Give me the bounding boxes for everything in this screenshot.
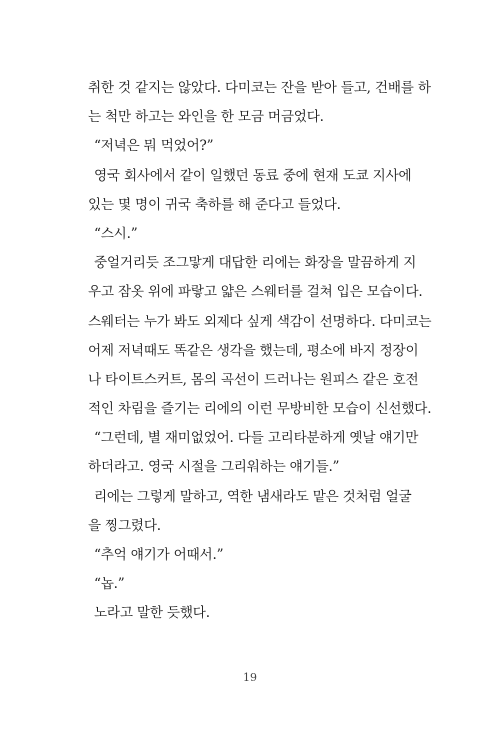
text-line: 중얼거리듯 조그맣게 대답한 리에는 화장을 말끔하게 지 bbox=[94, 255, 417, 272]
text-line: 는 척만 하고는 와인을 한 모금 머금었다. bbox=[88, 109, 324, 126]
text-line: 취한 것 같지는 않았다. 다미코는 잔을 받아 들고, 건배를 하 bbox=[88, 80, 431, 96]
text-line: 어제 저녁때도 똑같은 생각을 했는데, 평소에 바지 정장이 bbox=[88, 342, 419, 359]
text-line: 나 타이트스커트, 몸의 곡선이 드러나는 원피스 같은 호전 bbox=[88, 371, 419, 388]
dialogue-line: “저녁은 뭐 먹었어?” bbox=[94, 138, 214, 155]
text-line: 노라고 말한 듯했다. bbox=[94, 605, 210, 622]
text-line: 우고 잠옷 위에 파랗고 얇은 스웨터를 걸쳐 입은 모습이다. bbox=[88, 284, 423, 301]
dialogue-line: “추억 얘기가 어때서.” bbox=[94, 547, 224, 563]
dialogue-line: “그런데, 별 재미없었어. 다들 고리타분하게 옛날 얘기만 bbox=[94, 430, 419, 447]
text-line: 리에는 그렇게 말하고, 역한 냄새라도 맡은 것처럼 얼굴 bbox=[94, 488, 412, 505]
page-number: 19 bbox=[243, 671, 257, 684]
dialogue-line: “스시.” bbox=[94, 225, 138, 242]
body-text bbox=[88, 74, 434, 629]
text-line: 영국 회사에서 같이 일했던 동료 중에 현재 도쿄 지사에 bbox=[94, 167, 412, 184]
text-line: 스웨터는 누가 봐도 외제다 싶게 색감이 선명하다. 다미코는 bbox=[88, 313, 432, 330]
dialogue-line: “놉.” bbox=[94, 576, 125, 593]
text-line: 있는 몇 명이 귀국 축하를 해 준다고 들었다. bbox=[88, 196, 341, 213]
dialogue-line: 하더라고. 영국 시절을 그리워하는 얘기들.” bbox=[88, 459, 340, 476]
text-line: 적인 차림을 즐기는 리에의 이런 무방비한 모습이 신선했다. bbox=[88, 401, 432, 418]
text-line: 을 찡그렸다. bbox=[88, 517, 161, 534]
